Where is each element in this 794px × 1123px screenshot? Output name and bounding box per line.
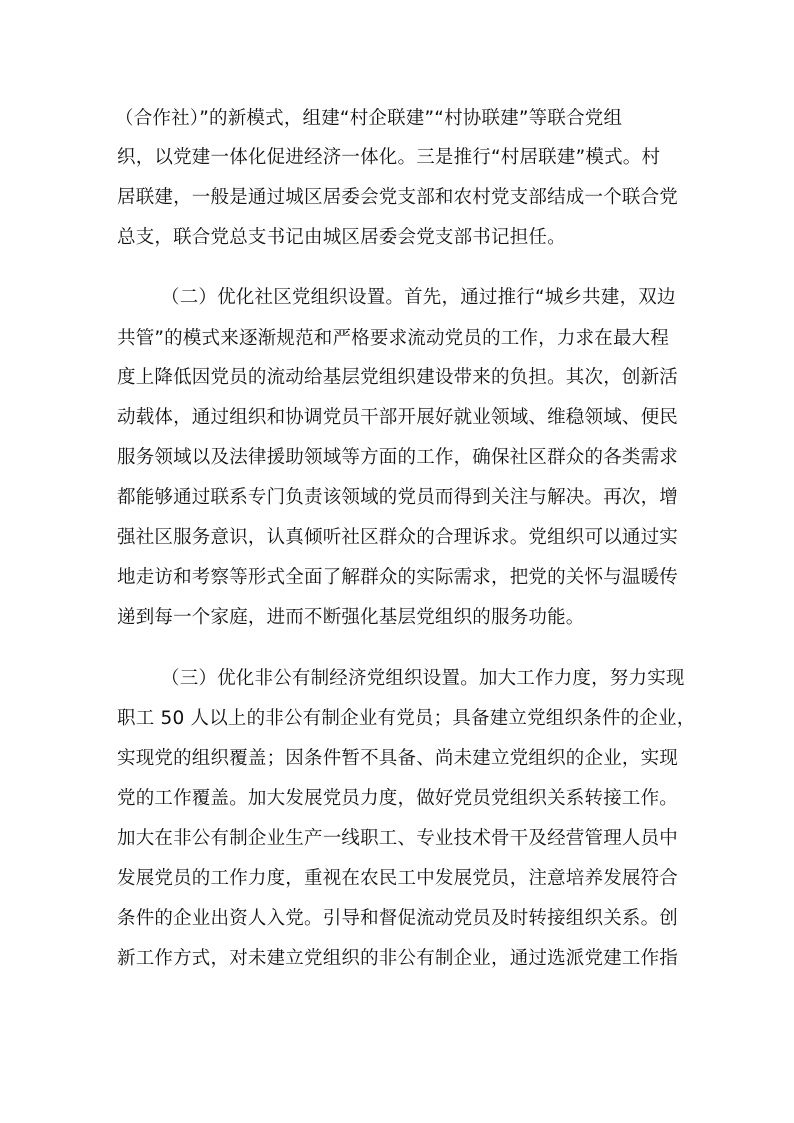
text-line: 地走访和考察等形式全面了解群众的实际需求，把党的关怀与温暖传: [117, 567, 679, 588]
text-line: 发展党员的工作力度，重视在农民工中发展党员，注意培养发展符合: [117, 868, 679, 889]
text-line: 实现党的组织覆盖；因条件暂不具备、尚未建立党组织的企业，实现: [117, 748, 679, 769]
text-line: 服务领域以及法律援助领域等方面的工作，确保社区群众的各类需求: [117, 447, 679, 468]
text-line: （合作社）”的新模式，组建“村企联建”“村协联建”等联合党组: [115, 108, 623, 129]
text-line: 递到每一个家庭，进而不断强化基层党组织的服务功能。: [117, 607, 585, 628]
text-line: （三）优化非公有制经济党组织设置。加大工作力度，努力实现: [161, 668, 685, 689]
text-line: 动载体，通过组织和协调党员干部开展好就业领域、维稳领域、便民: [117, 407, 679, 428]
text-line: 织，以党建一体化促进经济一体化。三是推行“村居联建”模式。村: [117, 147, 661, 168]
text-line: 党的工作覆盖。加大发展党员力度，做好党员党组织关系转接工作。: [117, 788, 679, 809]
text-line: 强社区服务意识，认真倾听社区群众的合理诉求。党组织可以通过实: [117, 527, 679, 548]
text-line: 加大在非公有制企业生产一线职工、专业技术骨干及经营管理人员中: [117, 828, 679, 849]
text-line: 度上降低因党员的流动给基层党组织建设带来的负担。其次，创新活: [117, 367, 679, 388]
text-line: 条件的企业出资人入党。引导和督促流动党员及时转接组织关系。创: [117, 908, 679, 929]
text-line: 都能够通过联系专门负责该领域的党员而得到关注与解决。再次，增: [117, 487, 679, 508]
text-line: 职工 50 人以上的非公有制企业有党员；具备建立党组织条件的企业，: [117, 708, 696, 729]
text-line: 总支，联合党总支书记由城区居委会党支部书记担任。: [117, 227, 566, 248]
text-line: （二）优化社区党组织设置。首先，通过推行“城乡共建，双边: [161, 287, 676, 308]
text-line: 共管”的模式来逐渐规范和严格要求流动党员的工作，力求在最大程: [117, 328, 670, 349]
text-line: 新工作方式，对未建立党组织的非公有制企业，通过选派党建工作指: [117, 948, 679, 969]
text-line: 居联建，一般是通过城区居委会党支部和农村党支部结成一个联合党: [117, 187, 679, 208]
